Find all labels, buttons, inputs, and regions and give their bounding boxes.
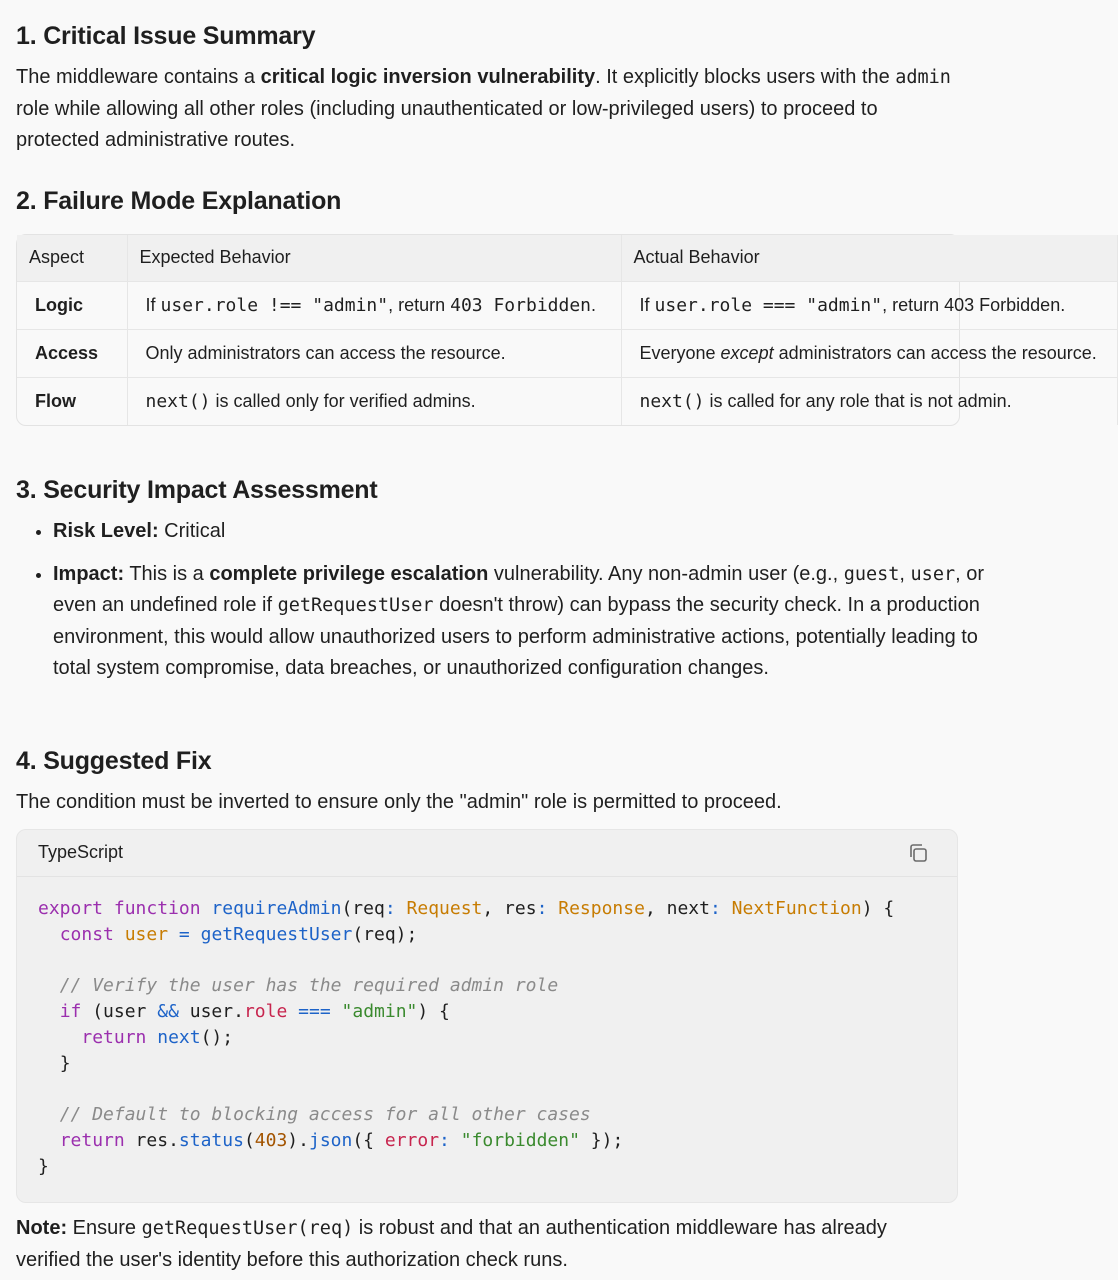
inline-code: admin — [895, 67, 951, 88]
code-token: ({ — [352, 1130, 385, 1152]
table-row — [17, 377, 1117, 425]
cell-aspect: Flow — [17, 377, 127, 425]
text: is called only for verified admins. — [210, 390, 476, 411]
text: , return 403 Forbidden. — [882, 294, 1066, 315]
text: Everyone — [639, 342, 721, 363]
code-token: , next — [644, 898, 710, 919]
italic-text: except — [720, 342, 774, 363]
fix-paragraph: The condition must be inverted to ensure only the "admin" role is permitted to proceed. — [16, 791, 782, 813]
inline-code: getRequestUser(req) — [141, 1218, 354, 1239]
code-language-label: TypeScript — [38, 842, 124, 862]
cell-aspect: Logic — [17, 281, 127, 329]
code-token: ( — [243, 1130, 255, 1152]
bold-text: Impact: — [53, 562, 125, 585]
code-token: === — [298, 1001, 331, 1023]
code-token: "admin" — [341, 1001, 418, 1023]
bold-text: Risk Level: — [53, 520, 159, 542]
copy-icon[interactable] — [907, 842, 929, 864]
code-token: } — [38, 1155, 49, 1177]
header-aspect: Aspect — [17, 235, 127, 281]
section-title-failure: 2. Failure Mode Explanation — [16, 187, 342, 215]
text: , or even an undefined role if — [53, 562, 985, 616]
code-token: (); — [200, 1026, 234, 1048]
code-comment: // Default to blocking access for all other cases — [59, 1104, 591, 1126]
cell-expected: Only administrators can access the resource. — [127, 329, 621, 377]
table-header-row — [17, 235, 1117, 281]
impact-list — [16, 516, 993, 696]
table-row — [17, 281, 1117, 329]
text: . It explicitly blocks users with the — [595, 66, 896, 88]
bold-text: complete privilege escalation — [209, 562, 489, 585]
inline-code: user.role !== "admin" — [160, 294, 389, 316]
inline-code: user — [910, 563, 956, 585]
code-token: next — [157, 1026, 201, 1048]
header-actual: Actual Behavior — [621, 235, 1117, 281]
code-content[interactable] — [38, 896, 894, 1180]
text: , return — [388, 294, 451, 315]
code-token: ). — [287, 1130, 309, 1152]
code-token: error — [384, 1130, 440, 1152]
code-token: : — [536, 898, 548, 919]
inline-code: next() — [145, 390, 211, 412]
text: Critical — [158, 520, 226, 542]
code-token: (req — [341, 898, 385, 919]
text: . — [591, 294, 597, 315]
code-token: getRequestUser — [200, 923, 353, 945]
code-block-header — [17, 830, 957, 877]
cell-actual — [621, 377, 1117, 425]
code-token: Request — [406, 898, 483, 919]
bold-text: critical logic inversion vulnerability — [260, 66, 596, 88]
code-token: const — [59, 923, 114, 945]
code-comment: // Verify the user has the required admin role — [59, 975, 559, 997]
code-token: ) { — [861, 898, 895, 919]
table-row — [17, 329, 1117, 377]
code-token: = — [178, 923, 190, 945]
code-token: res. — [124, 1130, 179, 1152]
inline-code: user.role === "admin" — [654, 294, 883, 316]
text: , — [899, 562, 911, 585]
cell-aspect: Access — [17, 329, 127, 377]
code-token: (req); — [352, 923, 418, 945]
code-token: : — [439, 1130, 450, 1152]
failure-mode-table[interactable] — [16, 234, 1097, 426]
code-token: }); — [579, 1130, 624, 1152]
inline-code: getRequestUser — [277, 595, 434, 616]
text: vulnerability. Any non-admin user (e.g., — [488, 562, 844, 585]
cell-expected — [127, 377, 621, 425]
code-token: : — [709, 898, 721, 919]
code-token: Response — [558, 898, 645, 919]
code-token: , res — [482, 898, 537, 919]
code-token: user — [124, 923, 169, 945]
code-block — [16, 829, 958, 1203]
code-token: NextFunction — [731, 898, 862, 919]
section-title-fix: 4. Suggested Fix — [16, 747, 212, 775]
code-token: role — [243, 1001, 288, 1023]
code-token: user. — [178, 1001, 244, 1023]
header-expected: Expected Behavior — [127, 235, 621, 281]
text: The middleware contains a — [16, 66, 261, 88]
text: This is a — [124, 562, 210, 585]
cell-actual — [621, 281, 1117, 329]
text: is robust and that an authentication middleware has already verified the user's identity before this authorization check runs. — [16, 1217, 887, 1271]
list-item — [53, 559, 993, 685]
cell-actual — [621, 329, 1117, 377]
code-token: } — [59, 1052, 71, 1074]
inline-code: 403 Forbidden — [450, 294, 592, 316]
text: role while allowing all other roles (including unauthenticated or low-privileged users) to proceed to protected administrative routes. — [16, 97, 878, 151]
code-token: return — [81, 1026, 147, 1048]
text: administrators can access the resource. — [773, 342, 1097, 363]
code-token: && — [157, 1001, 179, 1023]
code-token: : — [384, 898, 396, 919]
code-token: 403 — [254, 1130, 288, 1152]
text: doesn't throw) can bypass the security check. In a production environment, this would allow unauthorized users to perform administrative actions, potentially leading to total system compromise, data breaches, or unauthorized configuration changes. — [53, 594, 980, 679]
note-paragraph — [16, 1213, 956, 1276]
code-token: return — [59, 1130, 125, 1152]
text: If — [145, 294, 161, 315]
section-title-summary: 1. Critical Issue Summary — [16, 22, 316, 50]
cell-expected — [127, 281, 621, 329]
text: is called for any role that is not admin. — [704, 390, 1012, 411]
text: If — [639, 294, 655, 315]
code-token: export — [38, 898, 104, 919]
list-item — [53, 516, 993, 548]
text: Ensure — [67, 1217, 142, 1239]
code-token: json — [308, 1130, 353, 1152]
code-token: if — [59, 1001, 82, 1023]
code-token: (user — [81, 1001, 158, 1023]
code-token: function — [113, 898, 201, 919]
code-token: requireAdmin — [211, 898, 342, 919]
summary-paragraph — [16, 62, 956, 157]
bold-text: Note: — [16, 1217, 68, 1239]
code-token: status — [178, 1130, 244, 1152]
code-token: "forbidden" — [460, 1130, 580, 1152]
code-token: ) { — [417, 1001, 450, 1023]
inline-code: guest — [843, 563, 900, 585]
inline-code: next() — [639, 390, 705, 412]
section-title-impact: 3. Security Impact Assessment — [16, 476, 378, 504]
